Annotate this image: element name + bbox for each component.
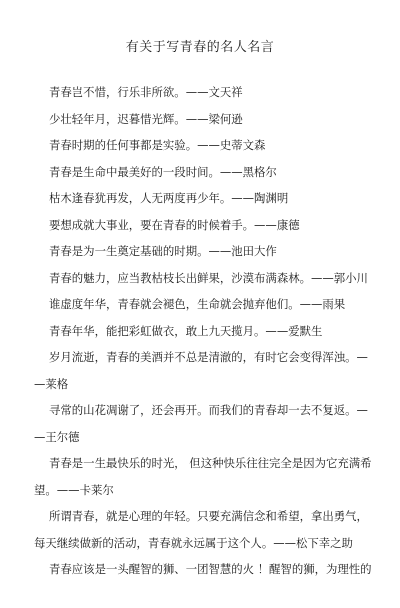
text-line: 青春时期的任何事都是实验。——史蒂文森 <box>49 138 266 152</box>
text-line: 少壮轻年月，迟暮惜光辉。——梁何逊 <box>49 111 243 126</box>
text-line: 青春是为一生奠定基础的时期。——池田大作 <box>49 244 277 258</box>
text-line: 枯木逢春犹再发，人无两度再少年。——陶渊明 <box>49 191 289 205</box>
text-line: 青春是生命中最美好的一段时间。——黑格尔 <box>49 164 277 179</box>
text-line: 岁月流逝，青春的美酒并不总是清澈的，有时它会变得浑浊。— <box>49 350 368 364</box>
document-title: 有关于写青春的名人名言 <box>125 40 275 55</box>
text-line: 所谓青春，就是心理的年轻。只要充满信念和希望，拿出勇气， <box>49 509 368 523</box>
text-line: 寻常的山花凋谢了，还会再开。而我们的青春却一去不复返。— <box>49 403 368 417</box>
text-line: 要想成就大事业，要在青春的时候着手。——康德 <box>49 217 300 232</box>
text-line: 每天继续做新的活动，青春就永远属于这个人。——松下幸之助 <box>34 535 353 550</box>
text-line: 青春年华，能把彩虹做衣，敢上九天揽月。——爱默生 <box>49 323 323 338</box>
text-line: —莱格 <box>34 376 69 391</box>
text-line: 望。——卡莱尔 <box>34 482 114 497</box>
text-line: —王尔德 <box>34 429 80 444</box>
text-line: 青春的魅力，应当教枯枝长出鲜果，沙漠布满森林。——郭小川 <box>49 270 368 285</box>
text-line: 青春岂不惜，行乐非所欲。——文天祥 <box>49 85 243 99</box>
text-line: 青春应该是一头醒智的狮、一团智慧的火 ！醒智的狮，为理性的 <box>49 562 372 576</box>
text-line: 青春是一生最快乐的时光， 但这种快乐往往完全是因为它充满希 <box>49 456 372 470</box>
quote-lines <box>0 79 400 583</box>
text-line: 谁虚度年华，青春就会褪色，生命就会抛弃他们。——雨果 <box>49 297 346 311</box>
